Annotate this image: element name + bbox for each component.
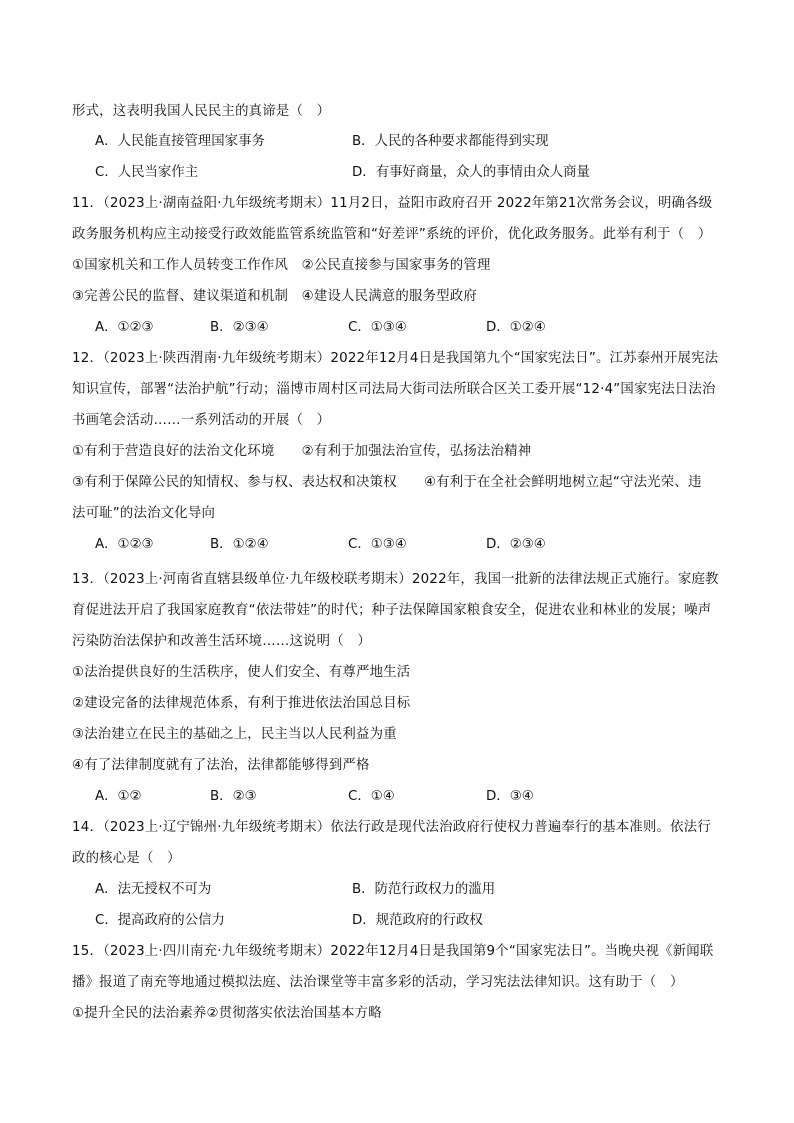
q12-statement-line1: ①有利于营造良好的法治文化环境 ②有利于加强法治宣传，弘扬法治精神 [72, 444, 532, 459]
q12-statement-line2: ③有利于保障公民的知情权、参与权、表达权和决策权 ④有利于在全社会鲜明地树立起“守法光荣、违 [72, 475, 702, 490]
q13-stem-line1: 13．（2023上·河南省直辖县级单位·九年级校联考期末）2022年，我国一批新的法律法规正式施行。家庭教 [72, 572, 719, 587]
q13-option-a[interactable]: A．①② [95, 789, 142, 804]
q14-stem-line1: 14．（2023上·辽宁锦州·九年级统考期末）依法行政是现代法治政府行使权力普遍奉行的基本准则。依法行 [72, 820, 711, 835]
q12-option-d[interactable]: D．②③④ [486, 537, 546, 552]
q15-statement-line1: ①提升全民的法治素养②贯彻落实依法治国基本方略 [72, 1006, 382, 1021]
q13-statement-line3: ③法治建立在民主的基础之上，民主当以人民利益为重 [72, 727, 397, 742]
q12-option-c[interactable]: C．①③④ [348, 537, 407, 552]
q12-stem-line1: 12．（2023上·陕西渭南·九年级统考期末）2022年12月4日是我国第九个“国家宪法日”。江苏泰州开展宪法 [72, 351, 719, 366]
q14-stem-line2: 政的核心是（ ） [72, 851, 181, 866]
q10-option-c[interactable]: C．人民当家作主 [95, 165, 199, 180]
q11-statement-line1: ①国家机关和工作人员转变工作作风 ②公民直接参与国家事务的管理 [72, 258, 491, 273]
q11-option-c[interactable]: C．①③④ [348, 320, 407, 335]
q12-stem-line3: 书画笔会活动……一系列活动的开展（ ） [72, 413, 331, 428]
q11-option-b[interactable]: B．②③④ [210, 320, 269, 335]
q15-stem-line1: 15．（2023上·四川南充·九年级统考期末）2022年12月4日是我国第9个“国家宪法日”。当晚央视《新闻联 [72, 944, 714, 959]
q15-stem-line2: 播》报道了南充等地通过模拟法庭、法治课堂等丰富多彩的活动，学习宪法法律知识。这有助于（ ） [72, 975, 684, 990]
q11-stem-line2: 政务服务机构应主动接受行政效能监管系统监管和“好差评”系统的评价，优化政务服务。此举有利于（ ） [72, 227, 712, 242]
q14-option-c[interactable]: C．提高政府的公信力 [95, 913, 225, 928]
q10-option-d[interactable]: D．有事好商量，众人的事情由众人商量 [352, 165, 590, 180]
q13-statement-line2: ②建设完备的法律规范体系，有利于推进依法治国总目标 [72, 696, 411, 711]
q11-stem-line1: 11．（2023上·湖南益阳·九年级统考期末）11月2日，益阳市政府召开 2022年第21次常务会议，明确各级 [72, 196, 713, 211]
q12-stem-line2: 知识宣传，部署“法治护航”行动；淄博市周村区司法局大街司法所联合区关工委开展“12·4”国家宪法日法治 [72, 382, 716, 397]
q11-option-a[interactable]: A．①②③ [95, 320, 154, 335]
q10-stem-cont: 形式，这表明我国人民民主的真谛是（ ） [72, 104, 331, 119]
q13-option-b[interactable]: B．②③ [210, 789, 257, 804]
q11-option-d[interactable]: D．①②④ [486, 320, 546, 335]
q13-option-c[interactable]: C．①④ [348, 789, 395, 804]
q14-option-a[interactable]: A．法无授权不可为 [95, 882, 212, 897]
q11-statement-line2: ③完善公民的监督、建议渠道和机制 ④建设人民满意的服务型政府 [72, 289, 477, 304]
q12-option-b[interactable]: B．①②④ [210, 537, 269, 552]
q14-option-b[interactable]: B．防范行政权力的滥用 [352, 882, 496, 897]
q14-option-d[interactable]: D．规范政府的行政权 [352, 913, 483, 928]
q12-option-a[interactable]: A．①②③ [95, 537, 154, 552]
q13-statement-line1: ①法治提供良好的生活秩序，使人们安全、有尊严地生活 [72, 665, 411, 680]
q10-option-a[interactable]: A．人民能直接管理国家事务 [95, 134, 265, 149]
q10-option-b[interactable]: B．人民的各种要求都能得到实现 [352, 134, 549, 149]
q13-statement-line4: ④有了法律制度就有了法治，法律都能够得到严格 [72, 758, 370, 773]
q13-stem-line3: 污染防治法保护和改善生活环境……这说明（ ） [72, 634, 371, 649]
q12-statement-line3: 法可耻”的法治文化导向 [72, 506, 216, 521]
q13-option-d[interactable]: D．③④ [486, 789, 534, 804]
q13-stem-line2: 育促进法开启了我国家庭教育“依法带娃”的时代；种子法保障国家粮食安全，促进农业和林业的发展；噪声 [72, 603, 712, 618]
